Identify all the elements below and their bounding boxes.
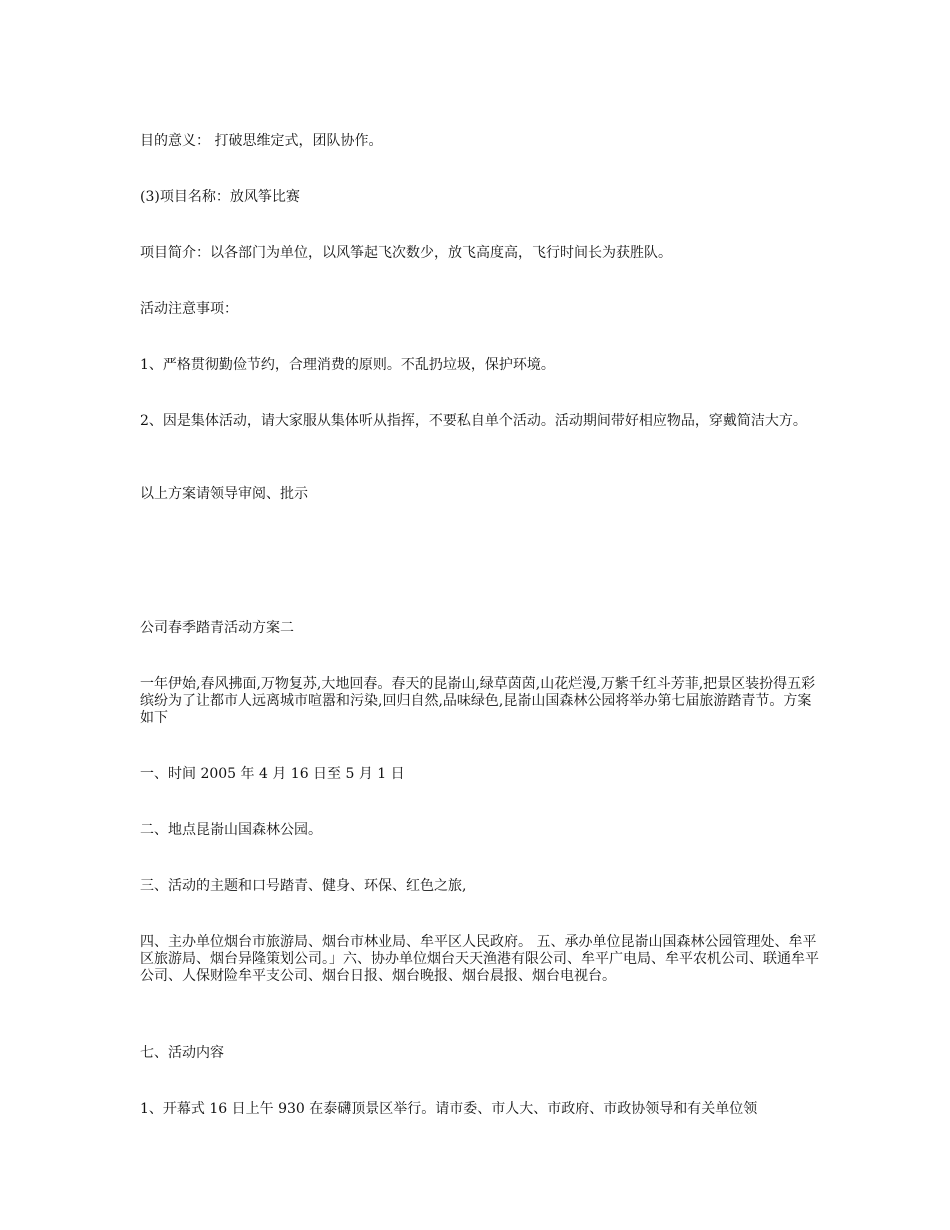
paragraph-approval: 以上方案请领导审阅、批示 xyxy=(140,486,308,502)
paragraph-time: 一、时间 2005 年 4 月 16 日至 5 月 1 日 xyxy=(140,766,405,782)
paragraph-intro: 一年伊始,春风拂面,万物复苏,大地回春。春天的昆嵛山,绿草茵茵,山花烂漫,万紫千红斗芳菲,把景区装扮得五彩缤纷为了让都市人远离城市喧嚣和污染,回归自然,品味绿色,昆嵛山国森林公园将举办第七届旅游踏青节。方案如下 xyxy=(140,676,816,726)
paragraph-project-intro: 项目简介：以各部门为单位，以风筝起飞次数少，放飞高度高，飞行时间长为获胜队。 xyxy=(140,245,672,261)
paragraph-activities-heading: 七、活动内容 xyxy=(140,1045,224,1061)
paragraph-notes-heading: 活动注意事项： xyxy=(140,301,238,317)
paragraph-organizers: 四、主办单位烟台市旅游局、烟台市林业局、牟平区人民政府。 五、承办单位昆嵛山国森林公园管理处、牟平区旅游局、烟台异隆策划公司。」六、协办单位烟台天天渔港有限公司、牟平广电局、牟平农机公司、联通牟平公司、人保财险牟平支公司、烟台日报、烟台晚报、烟台晨报、烟台电视台。 xyxy=(140,934,819,984)
paragraph-project-name: (3)项目名称：放风筝比赛 xyxy=(140,189,300,205)
paragraph-theme: 三、活动的主题和口号踏青、健身、环保、红色之旅, xyxy=(140,878,467,894)
paragraph-purpose: 目的意义： 打破思维定式，团队协作。 xyxy=(140,133,383,149)
paragraph-note-2: 2、因是集体活动，请大家服从集体听从指挥，不要私自单个活动。活动期间带好相应物品，穿戴简洁大方。 xyxy=(140,413,807,429)
paragraph-opening: 1、开幕式 16 日上午 930 在泰礴顶景区举行。请市委、市人大、市政府、市政协领导和有关单位领 xyxy=(140,1101,758,1117)
paragraph-note-1: 1、严格贯彻勤俭节约，合理消费的原则。不乱扔垃圾，保护环境。 xyxy=(140,357,555,373)
paragraph-location: 二、地点昆嵛山国森林公园。 xyxy=(140,822,322,838)
section-title: 公司春季踏青活动方案二 xyxy=(140,620,294,636)
